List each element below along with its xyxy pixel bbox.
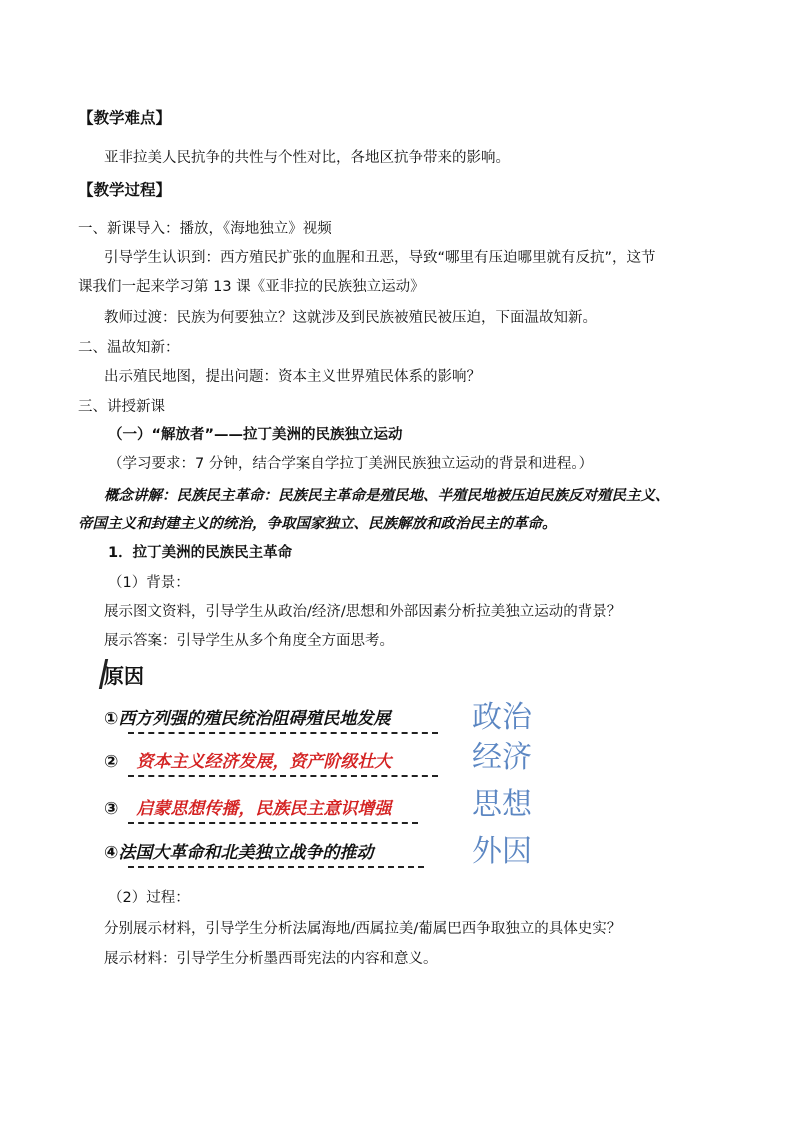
subsection-1-title: （一）“解放者”——拉丁美洲的民族独立运动 bbox=[108, 427, 403, 443]
process-heading: 【教学过程】 bbox=[78, 181, 172, 199]
section-3-title: 三、讲授新课 bbox=[78, 399, 165, 415]
concept-line-b: 帝国主义和封建主义的统治，争取国家独立、民族解放和政治民主的革命。 bbox=[78, 516, 557, 532]
process-label: （2）过程： bbox=[108, 890, 190, 906]
section-1-title: 一、新课导入：播放，《海地独立》视频 bbox=[78, 221, 332, 237]
cause-row-3 bbox=[104, 796, 391, 822]
concept-line-a: 概念讲解：民族民主革命：民族民主革命是殖民地、半殖民地被压迫民族反对殖民主义、 bbox=[104, 488, 670, 504]
causes-title: 原因 bbox=[104, 664, 144, 688]
section-1-para-1b: 课我们一起来学习第 13 课《亚非拉的民族独立运动》 bbox=[78, 279, 425, 295]
section-2-title: 二、温故知新： bbox=[78, 340, 180, 356]
section-2-para-1: 出示殖民地图，提出问题：资本主义世界殖民体系的影响？ bbox=[104, 369, 481, 385]
category-politics: 政治 bbox=[472, 700, 532, 735]
cause-number: ④ bbox=[104, 843, 119, 863]
cause-number: ② bbox=[104, 752, 119, 772]
background-para-1: 展示图文资料，引导学生从政治/经济/思想和外部因素分析拉美独立运动的背景？ bbox=[104, 604, 622, 620]
cause-underline bbox=[128, 866, 424, 868]
cause-row-1 bbox=[104, 706, 390, 732]
point-1-title: 1．拉丁美洲的民族民主革命 bbox=[108, 545, 293, 561]
cause-row-2 bbox=[104, 749, 391, 775]
cause-underline bbox=[128, 822, 418, 824]
category-economy: 经济 bbox=[472, 740, 532, 775]
cause-text: 资本主义经济发展，资产阶级壮大 bbox=[136, 752, 392, 772]
cause-text: 西方列强的殖民统治阻碍殖民地发展 bbox=[118, 709, 391, 729]
category-thought: 思想 bbox=[472, 787, 532, 822]
section-1-para-2: 教师过渡：民族为何要独立？这就涉及到民族被殖民被压迫，下面温故知新。 bbox=[104, 310, 597, 326]
difficulty-heading: 【教学难点】 bbox=[78, 109, 172, 127]
process-para-2: 展示材料：引导学生分析墨西哥宪法的内容和意义。 bbox=[104, 951, 438, 967]
cause-text: 启蒙思想传播，民族民主意识增强 bbox=[136, 799, 392, 819]
cause-number: ③ bbox=[104, 799, 119, 819]
cause-text: 法国大革命和北美独立战争的推动 bbox=[118, 843, 374, 863]
subsection-1-requirement: （学习要求：7 分钟，结合学案自学拉丁美洲民族独立运动的背景和进程。） bbox=[108, 456, 594, 472]
difficulty-text: 亚非拉美人民抗争的共性与个性对比，各地区抗争带来的影响。 bbox=[104, 150, 510, 166]
background-label: （1）背景： bbox=[108, 575, 190, 591]
cause-underline bbox=[128, 732, 438, 734]
process-para-1: 分别展示材料，引导学生分析法属海地/西属拉美/葡属巴西争取独立的具体史实？ bbox=[104, 921, 622, 937]
section-1-para-1a: 引导学生认识到：西方殖民扩张的血腥和丑恶，导致“哪里有压迫哪里就有反抗”，这节 bbox=[104, 250, 656, 266]
background-para-2: 展示答案：引导学生从多个角度全方面思考。 bbox=[104, 633, 394, 649]
cause-row-4 bbox=[104, 840, 373, 866]
category-external: 外因 bbox=[472, 834, 532, 869]
cause-underline bbox=[128, 775, 438, 777]
cause-number: ① bbox=[104, 709, 119, 729]
